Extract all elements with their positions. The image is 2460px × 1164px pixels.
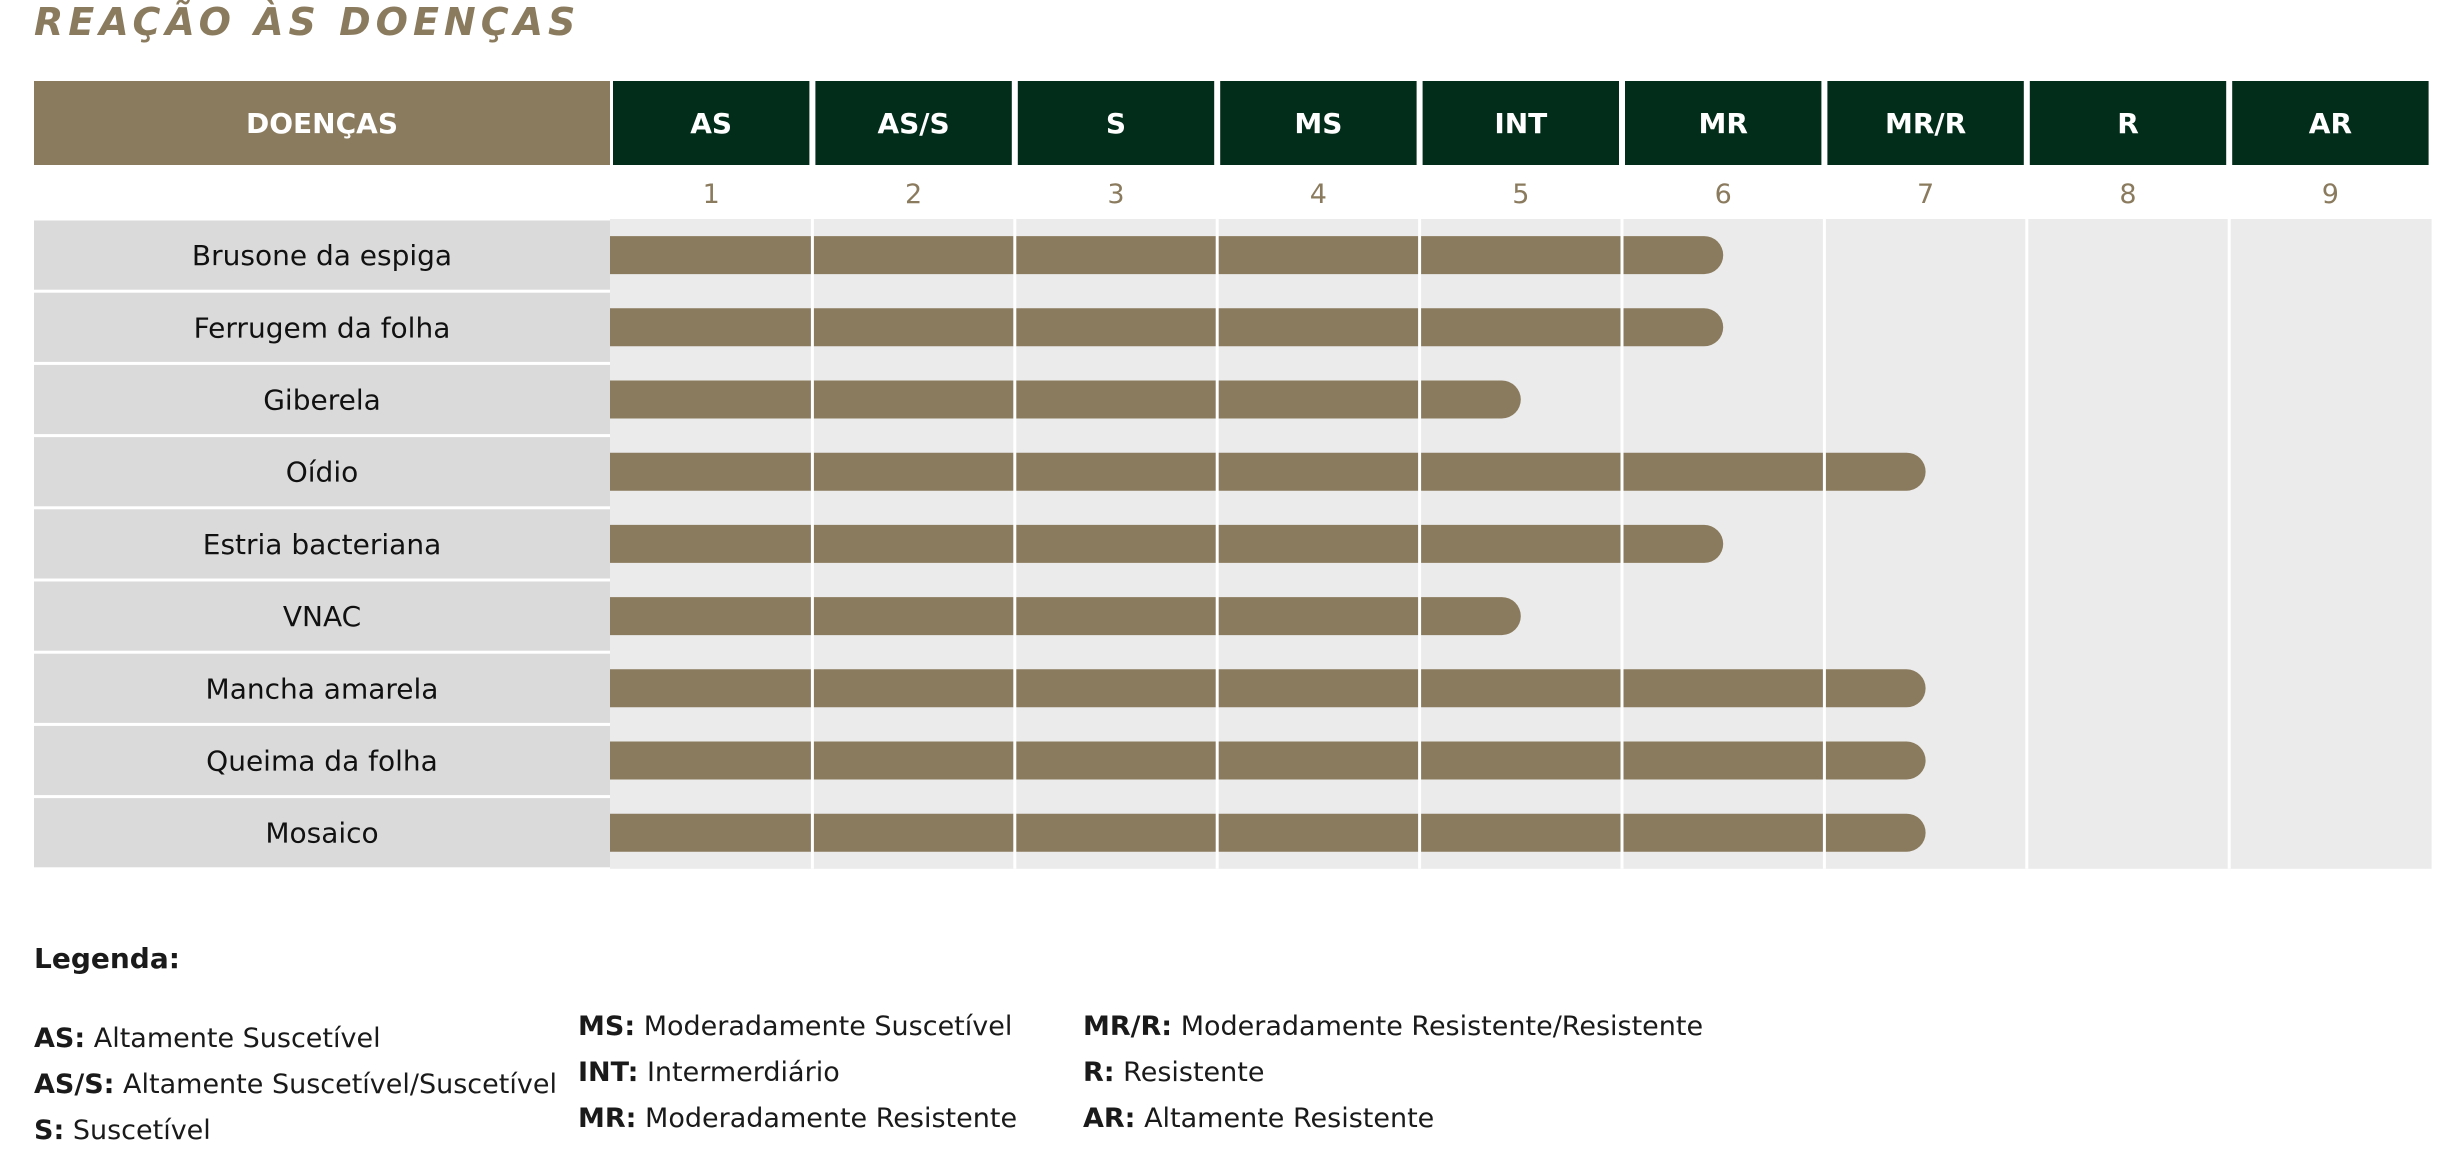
header-scale-label: AS — [690, 107, 733, 140]
legend-text: Suscetível — [64, 1115, 211, 1146]
row-label-giberela: Giberela — [263, 383, 381, 417]
row-label-oidio: Oídio — [285, 455, 359, 489]
bar-mosaico — [610, 814, 1926, 852]
row-label-mosaico: Mosaico — [265, 816, 379, 850]
legend-item-mr-r — [1083, 1004, 1703, 1050]
legend-text: Altamente Suscetível — [85, 1023, 381, 1054]
scale-number: 6 — [1714, 179, 1732, 210]
header-scale-label: MR/R — [1884, 107, 1967, 140]
bar-queima-da-folha — [610, 742, 1926, 780]
legend-item-as — [34, 1016, 557, 1062]
row-label-estria-bacteriana: Estria bacteriana — [202, 527, 442, 561]
scale-number: 7 — [1917, 179, 1935, 210]
scale-number: 1 — [702, 179, 720, 210]
header-scale-label: INT — [1494, 107, 1548, 140]
legend-text: Intermerdiário — [638, 1057, 840, 1088]
legend-column-1 — [34, 1016, 557, 1154]
legend-item-ms — [578, 1004, 1017, 1050]
bar-estria-bacteriana — [610, 525, 1723, 563]
bar-mancha-amarela — [610, 669, 1926, 707]
row-label-vnac: VNAC — [282, 600, 362, 634]
legend-abbr: AS: — [34, 1023, 86, 1054]
page-title: REAÇÃO ÀS DOENÇAS — [34, 0, 581, 44]
legend-text: Altamente Resistente — [1135, 1103, 1435, 1134]
legend-abbr: AS/S: — [34, 1069, 115, 1100]
scale-number: 2 — [905, 179, 923, 210]
legend-text: Moderadamente Resistente — [636, 1103, 1018, 1134]
scale-number: 8 — [2119, 179, 2137, 210]
row-label-mancha-amarela: Mancha amarela — [205, 672, 439, 706]
legend-item-s — [34, 1108, 557, 1154]
bar-oidio — [610, 453, 1926, 491]
legend-item-mr — [578, 1096, 1017, 1142]
row-label-brusone-da-espiga: Brusone da espiga — [191, 239, 453, 273]
legend-text: Moderadamente Resistente/Resistente — [1172, 1011, 1704, 1042]
scale-number: 3 — [1107, 179, 1125, 210]
header-scale-label: AS/S — [877, 107, 950, 140]
scale-number: 5 — [1512, 179, 1530, 210]
header-scale-label: AR — [2308, 107, 2353, 140]
legend-abbr: MR: — [578, 1103, 637, 1134]
legend-item-as-s — [34, 1062, 557, 1108]
legend-column-2 — [578, 1004, 1017, 1142]
header-diseases-label: DOENÇAS — [246, 107, 398, 140]
scale-number: 4 — [1309, 179, 1327, 210]
bar-vnac — [610, 597, 1521, 635]
legend-abbr: AR: — [1083, 1103, 1136, 1134]
bar-ferrugem-da-folha — [610, 308, 1723, 346]
row-label-queima-da-folha: Queima da folha — [206, 744, 438, 778]
legend-item-int — [578, 1050, 1017, 1096]
legend-text: Resistente — [1114, 1057, 1265, 1088]
legend-text: Moderadamente Suscetível — [635, 1011, 1013, 1042]
legend-abbr: MS: — [578, 1011, 636, 1042]
header-scale-label: MR — [1698, 107, 1748, 140]
legend-abbr: INT: — [578, 1057, 639, 1088]
legend-abbr: MR/R: — [1083, 1011, 1173, 1042]
bar-giberela — [610, 381, 1521, 419]
row-label-ferrugem-da-folha: Ferrugem da folha — [193, 311, 451, 345]
header-scale-label: MS — [1294, 107, 1343, 140]
legend-column-3 — [1083, 1004, 1703, 1142]
scale-number: 9 — [2321, 179, 2339, 210]
header-scale-label: R — [2117, 107, 2139, 140]
legend-item-ar — [1083, 1096, 1703, 1142]
bar-brusone-da-espiga — [610, 236, 1723, 274]
header-scale-label: S — [1105, 107, 1127, 140]
legend-abbr: S: — [34, 1115, 65, 1146]
legend-item-r — [1083, 1050, 1703, 1096]
legend-title: Legenda: — [34, 942, 180, 975]
legend-abbr: R: — [1083, 1057, 1115, 1088]
legend-text: Altamente Suscetível/Suscetível — [114, 1069, 557, 1100]
